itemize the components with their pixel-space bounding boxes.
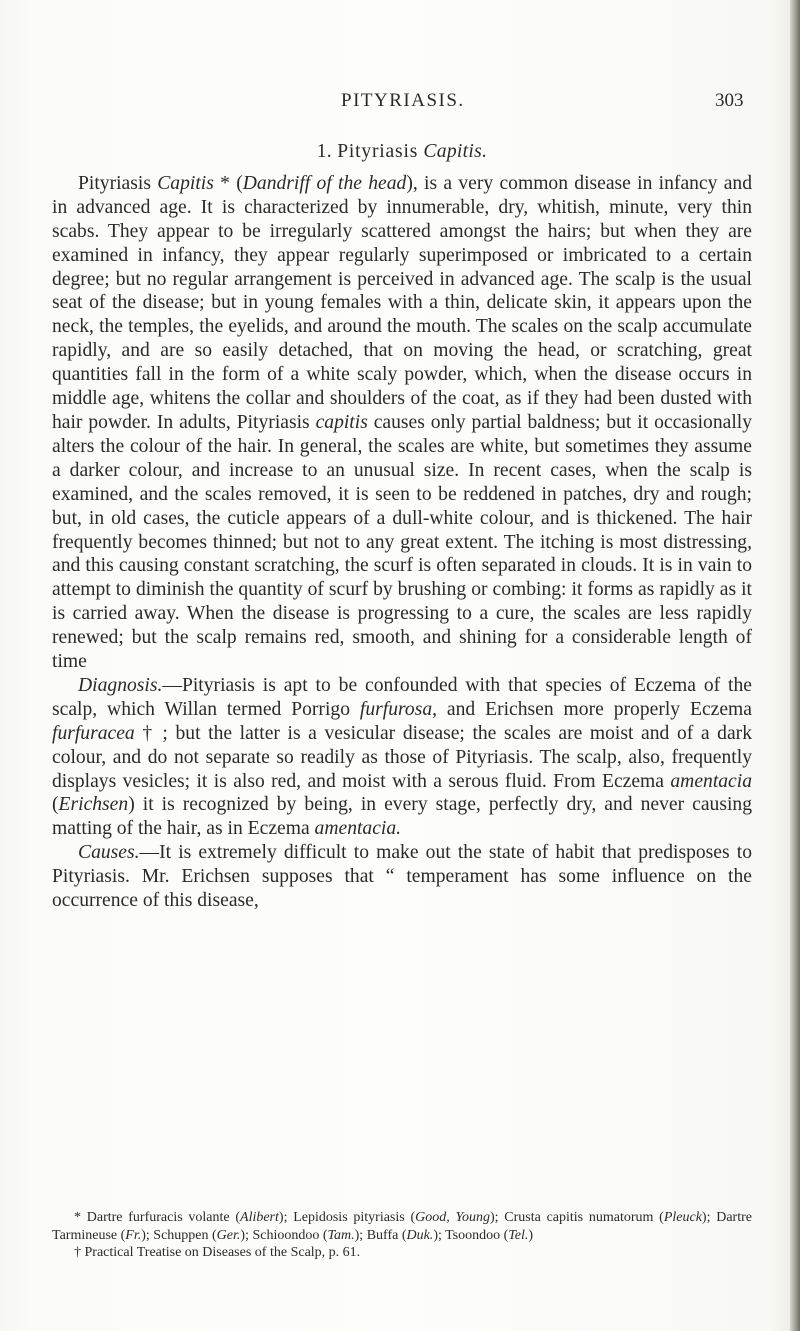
description-body: ), is a very common disease in infancy and in advanced age. It is characterized by innumerable, dry, whitish, minute, very thin scabs. They appear to be irregularly scattered amongst the hairs; but when they are examined in infancy, they appear regularly superimposed or imbricated to a certain degree; but no regular arrangement is perceived in advanced age. The scalp is the usual seat of the disease; but in young females with a thin, delicate skin, it appears upon the neck, the temples, the eyelids, and around the mouth. The scales on the scalp accumulate rapidly, and are so easily detached, that on moving the head, or scratching, great quantities fall in the form of a white scaly powder, which, when the disease occurs in middle age, whitens the collar and shoulders of the coat, as if they had been dusted with hair powder. In adults, Pityriasis	[52, 172, 752, 433]
page-edge-shadow	[790, 0, 800, 1331]
diagnosis-text-b: , and Erichsen more properly Eczema	[432, 698, 752, 720]
diagnosis-text-d: (	[52, 794, 59, 816]
fn-text: ); Dartre Tarmineuse (	[52, 1210, 752, 1243]
term: Pityriasis	[78, 172, 151, 194]
footnotes	[52, 1209, 752, 1262]
section-name: Pityriasis	[337, 141, 419, 162]
fn-lang: Tel.	[508, 1227, 529, 1243]
paragraph-causes	[52, 841, 752, 913]
fn-text: ); Buffa (	[354, 1227, 407, 1243]
section-qualifier: Capitis.	[423, 141, 488, 162]
causes-label: Causes.	[78, 842, 140, 864]
section-number: 1.	[316, 141, 332, 162]
diagnosis-text-e: ) it is recognized by being, in every stage, perfectly dry, and never causing matting of the hair, as in Eczema	[52, 794, 752, 840]
term-amentacia-2: amentacia.	[314, 818, 402, 840]
term-furfurosa: furfurosa	[359, 698, 433, 720]
term-amentacia: amentacia	[670, 770, 752, 792]
fn-text: ); Crusta capitis numatorum (	[489, 1210, 664, 1225]
term-capitis: Capitis	[157, 172, 214, 194]
main-text	[52, 140, 752, 913]
page-number: 303	[715, 90, 744, 111]
footnote-synonyms	[52, 1209, 752, 1244]
diagnosis-text-a: —Pityriasis is apt to be confounded with that species of Eczema of the scalp, which Willan termed Porrigo	[52, 674, 752, 720]
description-body-2: causes only partial baldness; but it occasionally alters the colour of the hair. In general, the scales are white, but sometimes they assume a darker colour, and increase to an unusual size. In recent cases, when the scalp is examined, and the scales removed, it is seen to be reddened in patches, dry and rough; but, in old cases, the cuticle appears of a dull-white colour, and is thickened. The hair frequently becomes thinned; but not to any great extent. The itching is most distressing, and this causing constant scratching, the scurf is often separated in clouds. It is in vain to attempt to diminish the quantity of scurf by brushing or combing: it forms as rapidly as it is carried away. When the disease is progressing to a cure, the scales are less rapidly renewed; but the scalp remains red, smooth, and shining for a considerable length of time	[52, 411, 753, 673]
fn-text: ); Tsoondoo (	[433, 1227, 509, 1243]
fn-lang: Duk.	[406, 1227, 434, 1243]
fn-text: ); Schioondoo (	[240, 1227, 328, 1243]
fn-author: Good, Young	[415, 1210, 490, 1225]
fn-lang: Ger.	[216, 1227, 241, 1243]
footnote-ref: * (	[213, 172, 243, 194]
causes-text: —It is extremely difficult to make out the state of habit that predisposes to Pityriasis. Mr. Erichsen supposes that “ temperament has some influence on the occurrence of this disease,	[52, 842, 752, 912]
fn-text: )	[528, 1227, 534, 1243]
term-furfuracea: furfuracea	[52, 722, 135, 744]
footnote-reference: † Practical Treatise on Diseases of the Scalp, p. 61.	[74, 1245, 361, 1260]
running-head	[0, 90, 800, 116]
fn-lang: Fr.	[125, 1227, 142, 1243]
fn-author: Pleuck	[663, 1210, 702, 1225]
fn-text: ); Schuppen (	[141, 1227, 217, 1243]
gloss: Dandriff of the head	[242, 172, 407, 194]
fn-author: Alibert	[240, 1210, 279, 1225]
fn-lang: Tam.	[327, 1227, 355, 1243]
running-head-title: PITYRIASIS.	[341, 90, 465, 111]
diagnosis-label: Diagnosis.	[78, 674, 163, 696]
paragraph-diagnosis	[52, 674, 752, 841]
author-erichsen: Erichsen	[58, 794, 129, 816]
diagnosis-text-c: † ; but the latter is a vesicular disease; the scales are moist and of a dark colour, and do not separate so readily as those of Pityriasis. The scalp, also, frequently displays vesicles; it is also red, and moist with a serous fluid. From Eczema	[52, 722, 752, 792]
fn-text: * Dartre furfuracis volante (	[74, 1210, 241, 1225]
paragraph-description	[52, 172, 752, 674]
term-capitis-2: capitis	[315, 411, 368, 433]
section-heading	[52, 140, 752, 164]
fn-text: ); Lepidosis pityriasis (	[278, 1210, 416, 1225]
